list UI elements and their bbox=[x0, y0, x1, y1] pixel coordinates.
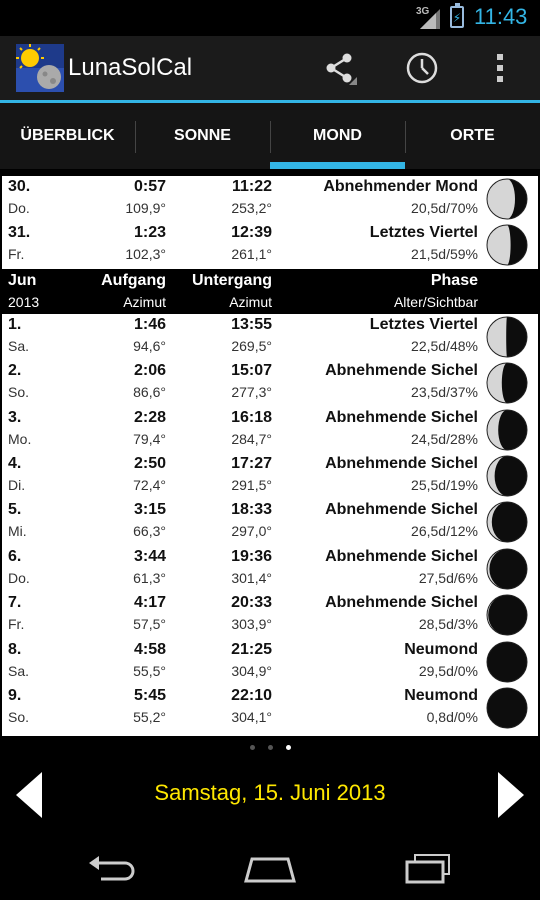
header-age: Alter/Sichtbar bbox=[393, 293, 478, 310]
row-phase: Abnehmende Sichel bbox=[325, 362, 478, 380]
table-row[interactable] bbox=[2, 360, 538, 406]
row-moonrise: 5:45 bbox=[133, 686, 166, 704]
row-rise-azimuth: 55,2° bbox=[133, 708, 166, 725]
row-moonset: 19:36 bbox=[231, 547, 272, 565]
row-set-azimuth: 284,7° bbox=[231, 430, 272, 447]
tab-sun[interactable]: SONNE bbox=[135, 103, 270, 169]
next-date-button[interactable] bbox=[498, 772, 524, 818]
row-rise-azimuth: 66,3° bbox=[133, 523, 166, 540]
row-moonset: 16:18 bbox=[231, 408, 272, 426]
row-rise-azimuth: 94,6° bbox=[133, 337, 166, 354]
row-weekday: Do. bbox=[8, 569, 30, 586]
selected-date[interactable]: Samstag, 15. Juni 2013 bbox=[154, 780, 386, 805]
month-header bbox=[2, 269, 538, 314]
recent-apps-button[interactable] bbox=[398, 848, 458, 888]
row-rise-azimuth: 61,3° bbox=[133, 569, 166, 586]
row-moonset: 17:27 bbox=[231, 454, 272, 472]
table-row[interactable] bbox=[2, 407, 538, 453]
row-moonset: 22:10 bbox=[231, 686, 272, 704]
row-phase: Abnehmende Sichel bbox=[325, 547, 478, 565]
row-moonset: 11:22 bbox=[231, 178, 272, 195]
network-type: 3G bbox=[416, 6, 430, 17]
row-date: 5. bbox=[8, 501, 22, 519]
row-moonset: 21:25 bbox=[231, 640, 272, 658]
row-set-azimuth: 261,1° bbox=[231, 246, 272, 263]
tab-bar bbox=[0, 103, 540, 169]
clock: 11:43 bbox=[474, 4, 528, 29]
row-date: 9. bbox=[8, 686, 22, 704]
table-row[interactable] bbox=[2, 499, 538, 545]
row-phase: Abnehmende Sichel bbox=[325, 454, 478, 472]
row-weekday: Di. bbox=[8, 476, 26, 493]
row-date: 7. bbox=[8, 594, 22, 612]
row-set-azimuth: 304,1° bbox=[231, 708, 272, 725]
row-moonset: 13:55 bbox=[231, 315, 272, 333]
row-rise-azimuth: 72,4° bbox=[133, 476, 166, 493]
table-row[interactable] bbox=[2, 546, 538, 592]
may-rows bbox=[2, 176, 538, 269]
moon-phase-icon bbox=[486, 224, 528, 266]
row-moonrise: 4:17 bbox=[133, 594, 166, 612]
navigation-bar bbox=[0, 834, 540, 900]
header-set: Untergang bbox=[192, 271, 272, 289]
row-rise-azimuth: 102,3° bbox=[125, 246, 166, 263]
row-set-azimuth: 269,5° bbox=[231, 337, 272, 354]
overflow-menu-button[interactable] bbox=[480, 48, 520, 88]
header-month: Jun bbox=[8, 271, 37, 289]
more-vertical-icon bbox=[495, 51, 505, 85]
row-age-visibility: 0,8d/0% bbox=[426, 708, 478, 725]
moon-phase-icon bbox=[486, 548, 528, 590]
moon-phase-icon bbox=[486, 455, 528, 497]
row-moonset: 20:33 bbox=[231, 594, 272, 612]
row-phase: Abnehmende Sichel bbox=[325, 501, 478, 519]
row-date: 2. bbox=[8, 362, 22, 380]
row-moonrise: 2:28 bbox=[133, 408, 166, 426]
header-set-azimuth: Azimut bbox=[229, 293, 272, 310]
back-button[interactable] bbox=[82, 848, 142, 888]
action-bar bbox=[0, 36, 540, 100]
moon-phase-icon bbox=[486, 362, 528, 404]
row-date: 31. bbox=[8, 224, 31, 242]
row-date: 6. bbox=[8, 547, 22, 565]
home-button[interactable] bbox=[240, 848, 300, 888]
history-button[interactable] bbox=[402, 48, 442, 88]
row-age-visibility: 21,5d/59% bbox=[411, 246, 478, 263]
row-weekday: So. bbox=[8, 384, 30, 401]
row-date: 30. bbox=[8, 178, 31, 195]
table-row[interactable] bbox=[2, 639, 538, 685]
row-rise-azimuth: 109,9° bbox=[125, 200, 166, 216]
status-bar bbox=[0, 0, 540, 36]
row-date: 8. bbox=[8, 640, 22, 658]
back-icon bbox=[87, 853, 137, 883]
app-title: LunaSolCal bbox=[68, 54, 193, 81]
row-age-visibility: 29,5d/0% bbox=[418, 662, 478, 679]
row-weekday: Fr. bbox=[8, 616, 25, 633]
row-weekday: Fr. bbox=[8, 246, 25, 263]
row-moonrise: 0:57 bbox=[133, 178, 166, 195]
row-phase: Abnehmende Sichel bbox=[325, 594, 478, 612]
row-age-visibility: 23,5d/37% bbox=[411, 384, 478, 401]
row-set-azimuth: 303,9° bbox=[231, 616, 272, 633]
clock-icon bbox=[405, 51, 439, 85]
row-age-visibility: 24,5d/28% bbox=[411, 430, 478, 447]
row-set-azimuth: 301,4° bbox=[231, 569, 272, 586]
row-age-visibility: 27,5d/6% bbox=[418, 569, 478, 586]
row-moonrise: 1:23 bbox=[133, 224, 166, 242]
moon-phase-icon bbox=[486, 409, 528, 451]
recent-apps-icon bbox=[403, 852, 453, 884]
page-dot bbox=[286, 745, 291, 750]
june-rows bbox=[2, 314, 538, 732]
tab-overview[interactable]: ÜBERBLICK bbox=[20, 127, 115, 144]
row-age-visibility: 25,5d/19% bbox=[411, 476, 478, 493]
share-button[interactable] bbox=[320, 48, 360, 88]
row-phase: Neumond bbox=[404, 686, 478, 704]
row-moonset: 18:33 bbox=[231, 501, 272, 519]
home-icon bbox=[242, 853, 298, 883]
table-row[interactable] bbox=[2, 592, 538, 638]
row-moonrise: 3:15 bbox=[133, 501, 166, 519]
row-rise-azimuth: 57,5° bbox=[133, 616, 166, 633]
row-set-azimuth: 277,3° bbox=[231, 384, 272, 401]
row-moonrise: 4:58 bbox=[133, 640, 166, 658]
row-rise-azimuth: 79,4° bbox=[133, 430, 166, 447]
row-date: 1. bbox=[8, 315, 22, 333]
battery-icon: ⚡ bbox=[450, 6, 464, 28]
date-bar bbox=[0, 758, 540, 834]
app-logo-icon bbox=[16, 44, 64, 92]
row-set-azimuth: 297,0° bbox=[231, 523, 272, 540]
moon-table[interactable] bbox=[2, 176, 538, 736]
row-phase: Letztes Viertel bbox=[369, 315, 478, 333]
page-dot bbox=[268, 745, 273, 750]
moon-phase-icon bbox=[486, 641, 528, 683]
header-rise: Aufgang bbox=[101, 271, 166, 289]
tab-locations[interactable]: ORTE bbox=[405, 103, 540, 169]
row-weekday: So. bbox=[8, 708, 30, 725]
header-year: 2013 bbox=[8, 293, 40, 310]
row-weekday: Sa. bbox=[8, 662, 30, 679]
row-moonrise: 2:50 bbox=[133, 454, 166, 472]
row-weekday: Mo. bbox=[8, 430, 32, 447]
table-row[interactable] bbox=[2, 453, 538, 499]
row-moonrise: 3:44 bbox=[133, 547, 166, 565]
page-dot bbox=[250, 745, 255, 750]
table-row[interactable] bbox=[2, 222, 538, 268]
row-weekday: Sa. bbox=[8, 337, 30, 354]
moon-phase-icon bbox=[486, 316, 528, 358]
row-phase: Neumond bbox=[404, 640, 478, 658]
table-row[interactable] bbox=[2, 176, 538, 222]
row-rise-azimuth: 55,5° bbox=[133, 662, 166, 679]
row-moonset: 12:39 bbox=[231, 224, 272, 242]
row-date: 3. bbox=[8, 408, 22, 426]
table-row[interactable] bbox=[2, 314, 538, 360]
moon-phase-icon bbox=[486, 687, 528, 729]
row-date: 4. bbox=[8, 454, 22, 472]
row-moonset: 15:07 bbox=[231, 362, 272, 380]
row-weekday: Do. bbox=[8, 200, 30, 216]
moon-phase-icon bbox=[486, 178, 528, 220]
row-rise-azimuth: 86,6° bbox=[133, 384, 166, 401]
header-rise-azimuth: Azimut bbox=[123, 293, 166, 310]
row-phase: Letztes Viertel bbox=[369, 224, 478, 242]
signal-icon bbox=[418, 9, 442, 29]
share-icon bbox=[323, 51, 357, 85]
header-phase: Phase bbox=[430, 271, 478, 289]
row-age-visibility: 22,5d/48% bbox=[411, 337, 478, 354]
row-set-azimuth: 253,2° bbox=[231, 200, 272, 216]
row-moonrise: 2:06 bbox=[133, 362, 166, 380]
row-weekday: Mi. bbox=[8, 523, 27, 540]
row-set-azimuth: 291,5° bbox=[231, 476, 272, 493]
row-set-azimuth: 304,9° bbox=[231, 662, 272, 679]
row-phase: Abnehmende Sichel bbox=[325, 408, 478, 426]
tab-moon[interactable]: MOND bbox=[270, 103, 405, 169]
row-phase: Abnehmender Mond bbox=[323, 178, 478, 195]
moon-phase-icon bbox=[486, 501, 528, 543]
moon-phase-icon bbox=[486, 594, 528, 636]
row-moonrise: 1:46 bbox=[133, 315, 166, 333]
page-indicator bbox=[0, 738, 540, 756]
row-age-visibility: 28,5d/3% bbox=[418, 616, 478, 633]
row-age-visibility: 20,5d/70% bbox=[411, 200, 478, 216]
table-row[interactable] bbox=[2, 685, 538, 731]
row-age-visibility: 26,5d/12% bbox=[411, 523, 478, 540]
